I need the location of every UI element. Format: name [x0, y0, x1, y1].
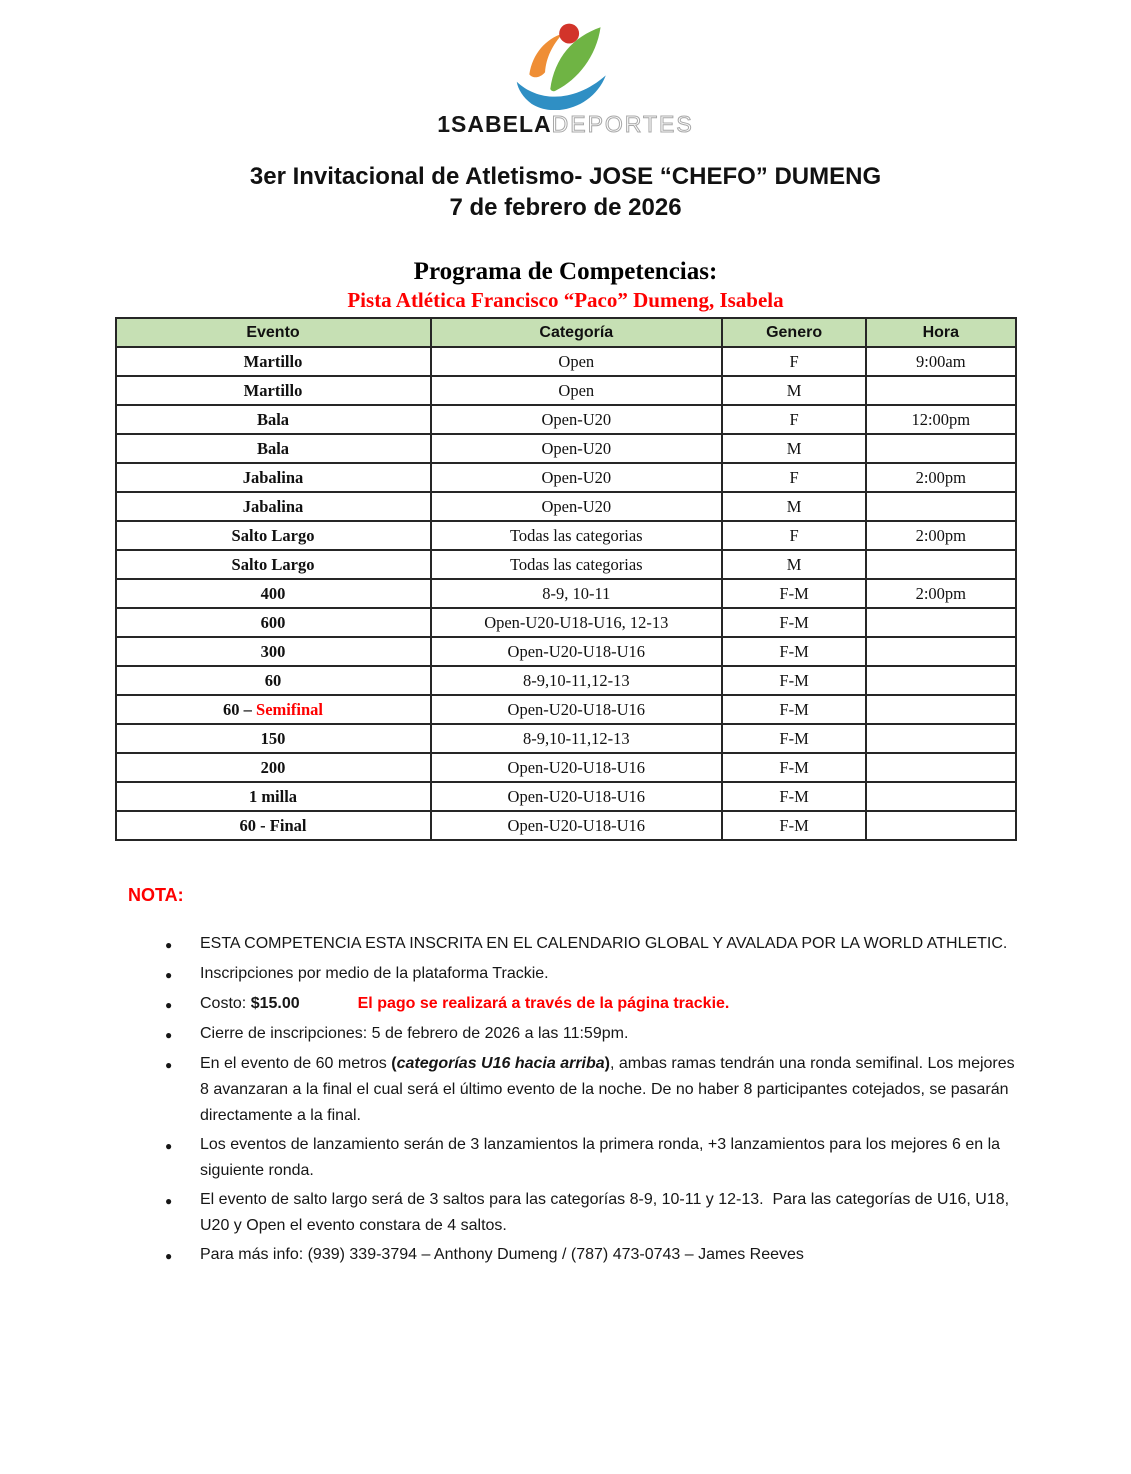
categoria-cell: Open-U20-U18-U16 [431, 695, 723, 724]
nota-bullet-list [165, 931, 1020, 1269]
genero-cell: F-M [722, 637, 866, 666]
evento-cell: Bala [116, 434, 431, 463]
evento-cell: 400 [116, 579, 431, 608]
categoria-cell: Todas las categorias [431, 521, 723, 550]
table-row [116, 434, 1016, 463]
genero-cell: F-M [722, 695, 866, 724]
nota-section [128, 885, 1131, 1269]
genero-cell: F-M [722, 724, 866, 753]
evento-cell: Jabalina [116, 463, 431, 492]
genero-cell: M [722, 434, 866, 463]
evento-cell: Bala [116, 405, 431, 434]
genero-cell: F [722, 347, 866, 376]
table-row [116, 753, 1016, 782]
event-title: 3er Invitacional de Atletismo- JOSE “CHEFO” DUMENG [249, 163, 882, 190]
column-header: Hora [866, 318, 1015, 347]
bullet-text: En el evento de 60 metros (categorías U16 hacia arriba), ambas ramas tendrán una ronda semifinal. Los mejores 8 avanzaran a la final el cual será el último evento de la noche. De no haber 8 participantes cotejados, se pasarán directamente a la final. [200, 1055, 1015, 1124]
logo-figure-icon [504, 22, 628, 110]
hora-cell [866, 782, 1015, 811]
bullet-icon: ● [165, 1249, 173, 1263]
hora-cell [866, 811, 1015, 840]
table-row [116, 550, 1016, 579]
hora-cell: 2:00pm [866, 579, 1015, 608]
table-row [116, 405, 1016, 434]
bullet-text: Para más info: (939) 339-3794 – Anthony Dumeng / (787) 473-0743 – James Reeves [200, 1246, 804, 1263]
genero-cell: F-M [722, 782, 866, 811]
genero-cell: F [722, 521, 866, 550]
genero-cell: M [722, 376, 866, 405]
table-row [116, 579, 1016, 608]
bullet-icon: ● [165, 998, 173, 1012]
categoria-cell: Open-U20-U18-U16 [431, 811, 723, 840]
genero-cell: F [722, 405, 866, 434]
hora-cell: 9:00am [866, 347, 1015, 376]
logo-head-icon [559, 24, 579, 44]
table-row [116, 695, 1016, 724]
bullet-icon: ● [165, 968, 173, 982]
table-row [116, 463, 1016, 492]
nota-bullet-item [165, 1242, 1020, 1269]
categoria-cell: Open-U20-U18-U16 [431, 782, 723, 811]
evento-cell: Salto Largo [116, 521, 431, 550]
table-row [116, 782, 1016, 811]
categoria-cell: Open-U20-U18-U16 [431, 753, 723, 782]
categoria-cell: Open [431, 347, 723, 376]
logo [0, 0, 1131, 137]
categoria-cell: Open [431, 376, 723, 405]
categoria-cell: Open-U20-U18-U16, 12-13 [431, 608, 723, 637]
categoria-cell: Open-U20 [431, 463, 723, 492]
evento-cell: 200 [116, 753, 431, 782]
bullet-text: Inscripciones por medio de la plataforma Trackie. [200, 965, 549, 982]
bullet-icon: ● [165, 938, 173, 952]
categoria-cell: 8-9, 10-11 [431, 579, 723, 608]
categoria-cell: Todas las categorias [431, 550, 723, 579]
event-date: 7 de febrero de 2026 [449, 194, 682, 221]
evento-cell: Salto Largo [116, 550, 431, 579]
hora-cell [866, 550, 1015, 579]
bullet-icon: ● [165, 1028, 173, 1042]
evento-cell: Martillo [116, 376, 431, 405]
bullet-text: ESTA COMPETENCIA ESTA INSCRITA EN EL CALENDARIO GLOBAL Y AVALADA POR LA WORLD ATHLETIC. [200, 935, 1008, 952]
nota-bullet-item [165, 961, 1020, 988]
table-row [116, 376, 1016, 405]
nota-bullet-item [165, 1021, 1020, 1048]
genero-cell: M [722, 492, 866, 521]
nota-bullet-item [165, 991, 1020, 1018]
evento-cell: 60 [116, 666, 431, 695]
hora-cell: 2:00pm [866, 463, 1015, 492]
hora-cell [866, 637, 1015, 666]
nota-bullet-item [165, 931, 1020, 958]
hora-cell [866, 376, 1015, 405]
evento-cell: 1 milla [116, 782, 431, 811]
brand-wordmark [0, 111, 1131, 137]
table-row [116, 666, 1016, 695]
table-row [116, 724, 1016, 753]
categoria-cell: Open-U20 [431, 434, 723, 463]
nota-bullet-item [165, 1187, 1020, 1239]
schedule-table [115, 317, 1017, 841]
evento-cell: 60 – Semifinal [116, 695, 431, 724]
hora-cell [866, 695, 1015, 724]
column-header: Genero [722, 318, 866, 347]
bullet-text: Los eventos de lanzamiento serán de 3 lanzamientos la primera ronda, +3 lanzamientos para los mejores 6 en la siguiente ronda. [200, 1136, 1001, 1179]
column-header: Evento [116, 318, 431, 347]
table-row [116, 492, 1016, 521]
hora-cell [866, 666, 1015, 695]
categoria-cell: Open-U20-U18-U16 [431, 637, 723, 666]
genero-cell: F-M [722, 666, 866, 695]
bullet-icon: ● [165, 1058, 173, 1072]
genero-cell: F-M [722, 811, 866, 840]
categoria-cell: 8-9,10-11,12-13 [431, 666, 723, 695]
bullet-icon: ● [165, 1139, 173, 1153]
evento-cell: 60 - Final [116, 811, 431, 840]
brand-bold-text: 1SABELA [437, 111, 552, 137]
evento-cell: Martillo [116, 347, 431, 376]
brand-light-text: DEPORTES [551, 111, 694, 137]
bullet-text: Cierre de inscripciones: 5 de febrero de 2026 a las 11:59pm. [200, 1025, 629, 1042]
hora-cell [866, 753, 1015, 782]
venue-line: Pista Atlética Francisco “Paco” Dumeng, Isabela [347, 288, 784, 312]
program-heading: Programa de Competencias: [413, 258, 718, 285]
bullet-text: Costo: $15.00 El pago se realizará a través de la página trackie. [200, 995, 730, 1012]
genero-cell: M [722, 550, 866, 579]
genero-cell: F-M [722, 608, 866, 637]
hora-cell: 12:00pm [866, 405, 1015, 434]
bullet-icon: ● [165, 1194, 173, 1208]
hora-cell [866, 492, 1015, 521]
hora-cell: 2:00pm [866, 521, 1015, 550]
genero-cell: F-M [722, 579, 866, 608]
evento-cell: 150 [116, 724, 431, 753]
categoria-cell: 8-9,10-11,12-13 [431, 724, 723, 753]
table-row [116, 811, 1016, 840]
categoria-cell: Open-U20 [431, 405, 723, 434]
table-row [116, 521, 1016, 550]
categoria-cell: Open-U20 [431, 492, 723, 521]
evento-cell: Jabalina [116, 492, 431, 521]
genero-cell: F-M [722, 753, 866, 782]
hora-cell [866, 608, 1015, 637]
nota-label: NOTA: [128, 885, 184, 905]
genero-cell: F [722, 463, 866, 492]
nota-bullet-item [165, 1051, 1020, 1129]
title-block [0, 161, 1131, 223]
column-header: Categoría [431, 318, 723, 347]
table-row [116, 608, 1016, 637]
table-header-row [116, 318, 1016, 347]
bullet-text: El evento de salto largo será de 3 saltos para las categorías 8-9, 10-11 y 12-13. Para las categorías de U16, U18, U20 y Open el evento constara de 4 saltos. [200, 1191, 1010, 1234]
evento-cell: 300 [116, 637, 431, 666]
hora-cell [866, 724, 1015, 753]
table-row [116, 637, 1016, 666]
evento-cell: 600 [116, 608, 431, 637]
hora-cell [866, 434, 1015, 463]
nota-bullet-item [165, 1132, 1020, 1184]
table-row [116, 347, 1016, 376]
